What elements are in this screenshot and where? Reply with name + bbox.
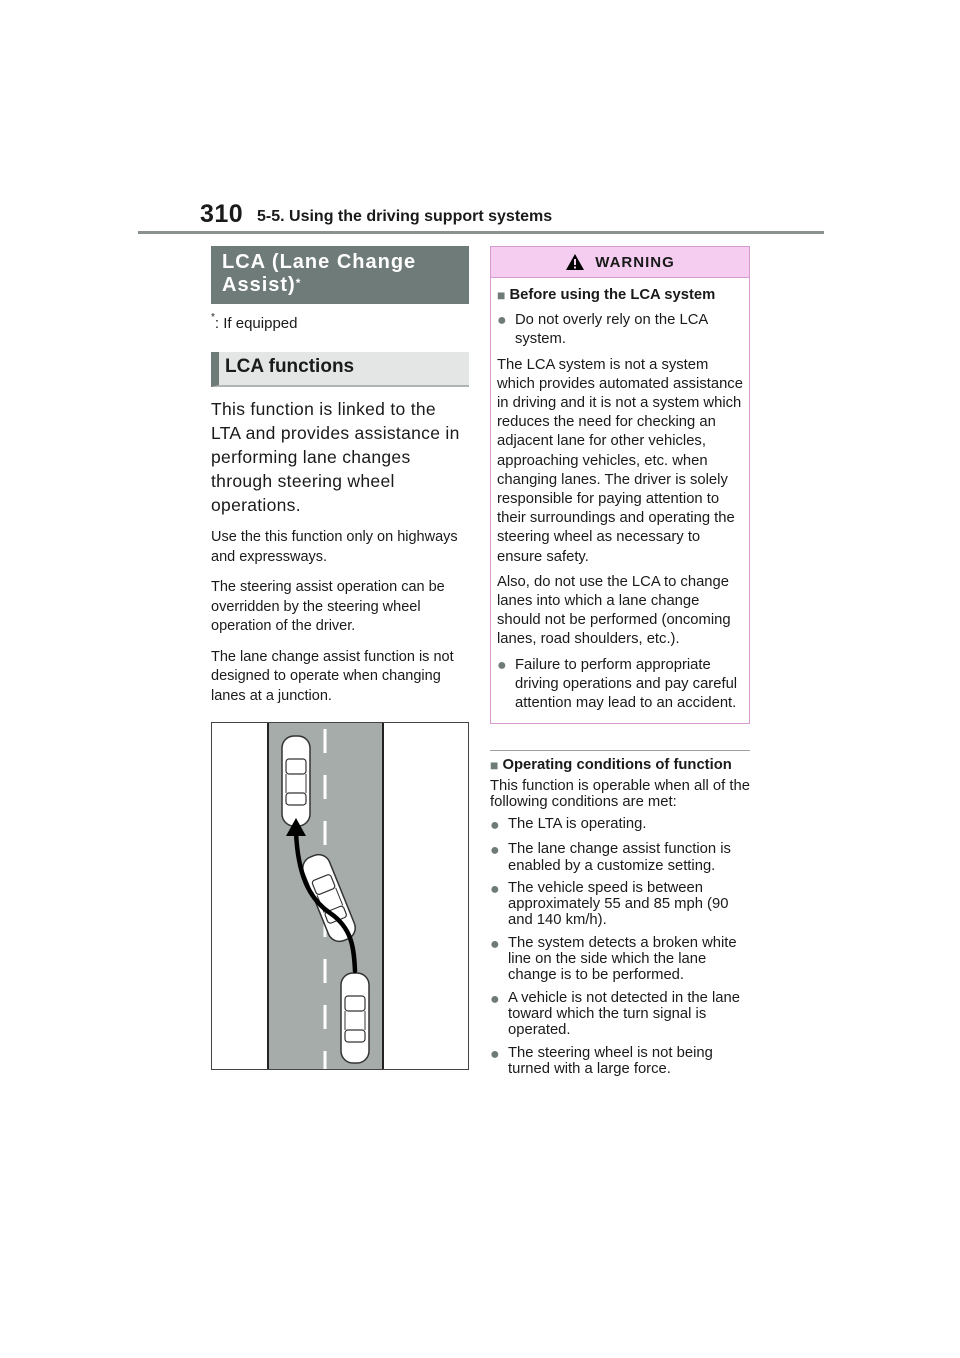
car-bottom-icon [341, 973, 369, 1063]
paragraph-highways: Use the this function only on highways and expressways. [211, 529, 458, 565]
round-bullet-icon: ● [490, 1045, 500, 1063]
lca-functions-heading: LCA functions [211, 352, 469, 387]
paragraph-override: The steering assist operation can be overridden by the steering wheel operation of the driver. [211, 579, 445, 634]
conditions-heading-text: Operating conditions of function [502, 757, 732, 774]
warning-item-text: Do not overly rely on the LCA system. [515, 312, 708, 348]
warning-subheading-text: Before using the LCA system [509, 287, 716, 303]
round-bullet-icon: ● [490, 817, 500, 835]
square-bullet-icon: ■ [497, 287, 506, 303]
warning-triangle-icon [565, 253, 585, 271]
condition-item [490, 935, 750, 984]
round-bullet-icon: ● [490, 842, 500, 860]
lca-title-asterisk: * [295, 276, 302, 290]
condition-text: The steering wheel is not being turned with a large force. [508, 1044, 713, 1077]
condition-text: The LTA is operating. [508, 816, 647, 833]
lca-title-banner [211, 246, 469, 304]
warning-header [491, 247, 749, 278]
section-divider [490, 750, 750, 751]
warning-box [490, 246, 750, 724]
round-bullet-icon: ● [490, 935, 500, 953]
conditions-intro: This function is operable when all of the following conditions are met: [490, 778, 750, 811]
warning-item [497, 656, 743, 714]
page-number: 310 [200, 200, 244, 228]
condition-item [490, 990, 750, 1039]
warning-body [491, 278, 749, 723]
square-bullet-icon: ■ [490, 757, 499, 774]
round-bullet-icon: ● [497, 656, 507, 674]
condition-text: The system detects a broken white line on the side which the lane change is to be performed. [508, 934, 737, 984]
header-rule [138, 231, 824, 234]
lane-change-illustration [212, 723, 468, 1069]
warning-item-text: Failure to perform appropriate driving operations and pay careful attention may lead to an accident. [515, 656, 738, 712]
condition-item [490, 841, 750, 874]
warning-item [497, 311, 743, 349]
round-bullet-icon: ● [497, 312, 507, 330]
lca-title-line2: Assist) [222, 274, 296, 296]
warning-subheading [497, 286, 743, 305]
condition-text: The lane change assist function is enabled by a customize setting. [508, 841, 731, 874]
condition-item [490, 816, 750, 835]
left-column [211, 246, 469, 1070]
round-bullet-icon: ● [490, 990, 500, 1008]
section-title: 5-5. Using the driving support systems [257, 208, 553, 225]
round-bullet-icon: ● [490, 880, 500, 898]
condition-text: A vehicle is not detected in the lane toward which the turn signal is operated. [508, 989, 740, 1039]
warning-paragraph: The LCA system is not a system which provides automated assistance in driving and it is not a system which reduces the need for checking an adjacent lane for other vehicles, approaching vehicles, etc. when changing lanes. The driver is solely responsible for paying attention to their surroundings and operating the steering wheel as necessary to ensure safety. [497, 356, 743, 565]
warning-paragraph: Also, do not use the LCA to change lanes into which a lane change should not be performed (oncoming lanes, road shoulders, etc.). [497, 573, 731, 648]
paragraph-junction: The lane change assist function is not designed to operate when changing lanes at a junction. [211, 648, 454, 704]
lca-title-line1: LCA (Lane Change [222, 251, 417, 273]
condition-item [490, 880, 750, 929]
condition-item [490, 1045, 750, 1078]
right-column [490, 246, 750, 1077]
footnote-asterisk: * [211, 312, 215, 323]
footnote [211, 312, 469, 332]
car-top-icon [282, 736, 310, 826]
lane-change-diagram [211, 722, 469, 1070]
warning-label: WARNING [595, 253, 675, 271]
footnote-text: : If equipped [214, 315, 298, 332]
intro-paragraph: This function is linked to the LTA and provides assistance in performing lane changes through steering wheel operations. [211, 399, 460, 515]
condition-text: The vehicle speed is between approximately 55 and 85 mph (90 and 140 km/h). [508, 879, 729, 929]
conditions-heading [490, 757, 750, 773]
